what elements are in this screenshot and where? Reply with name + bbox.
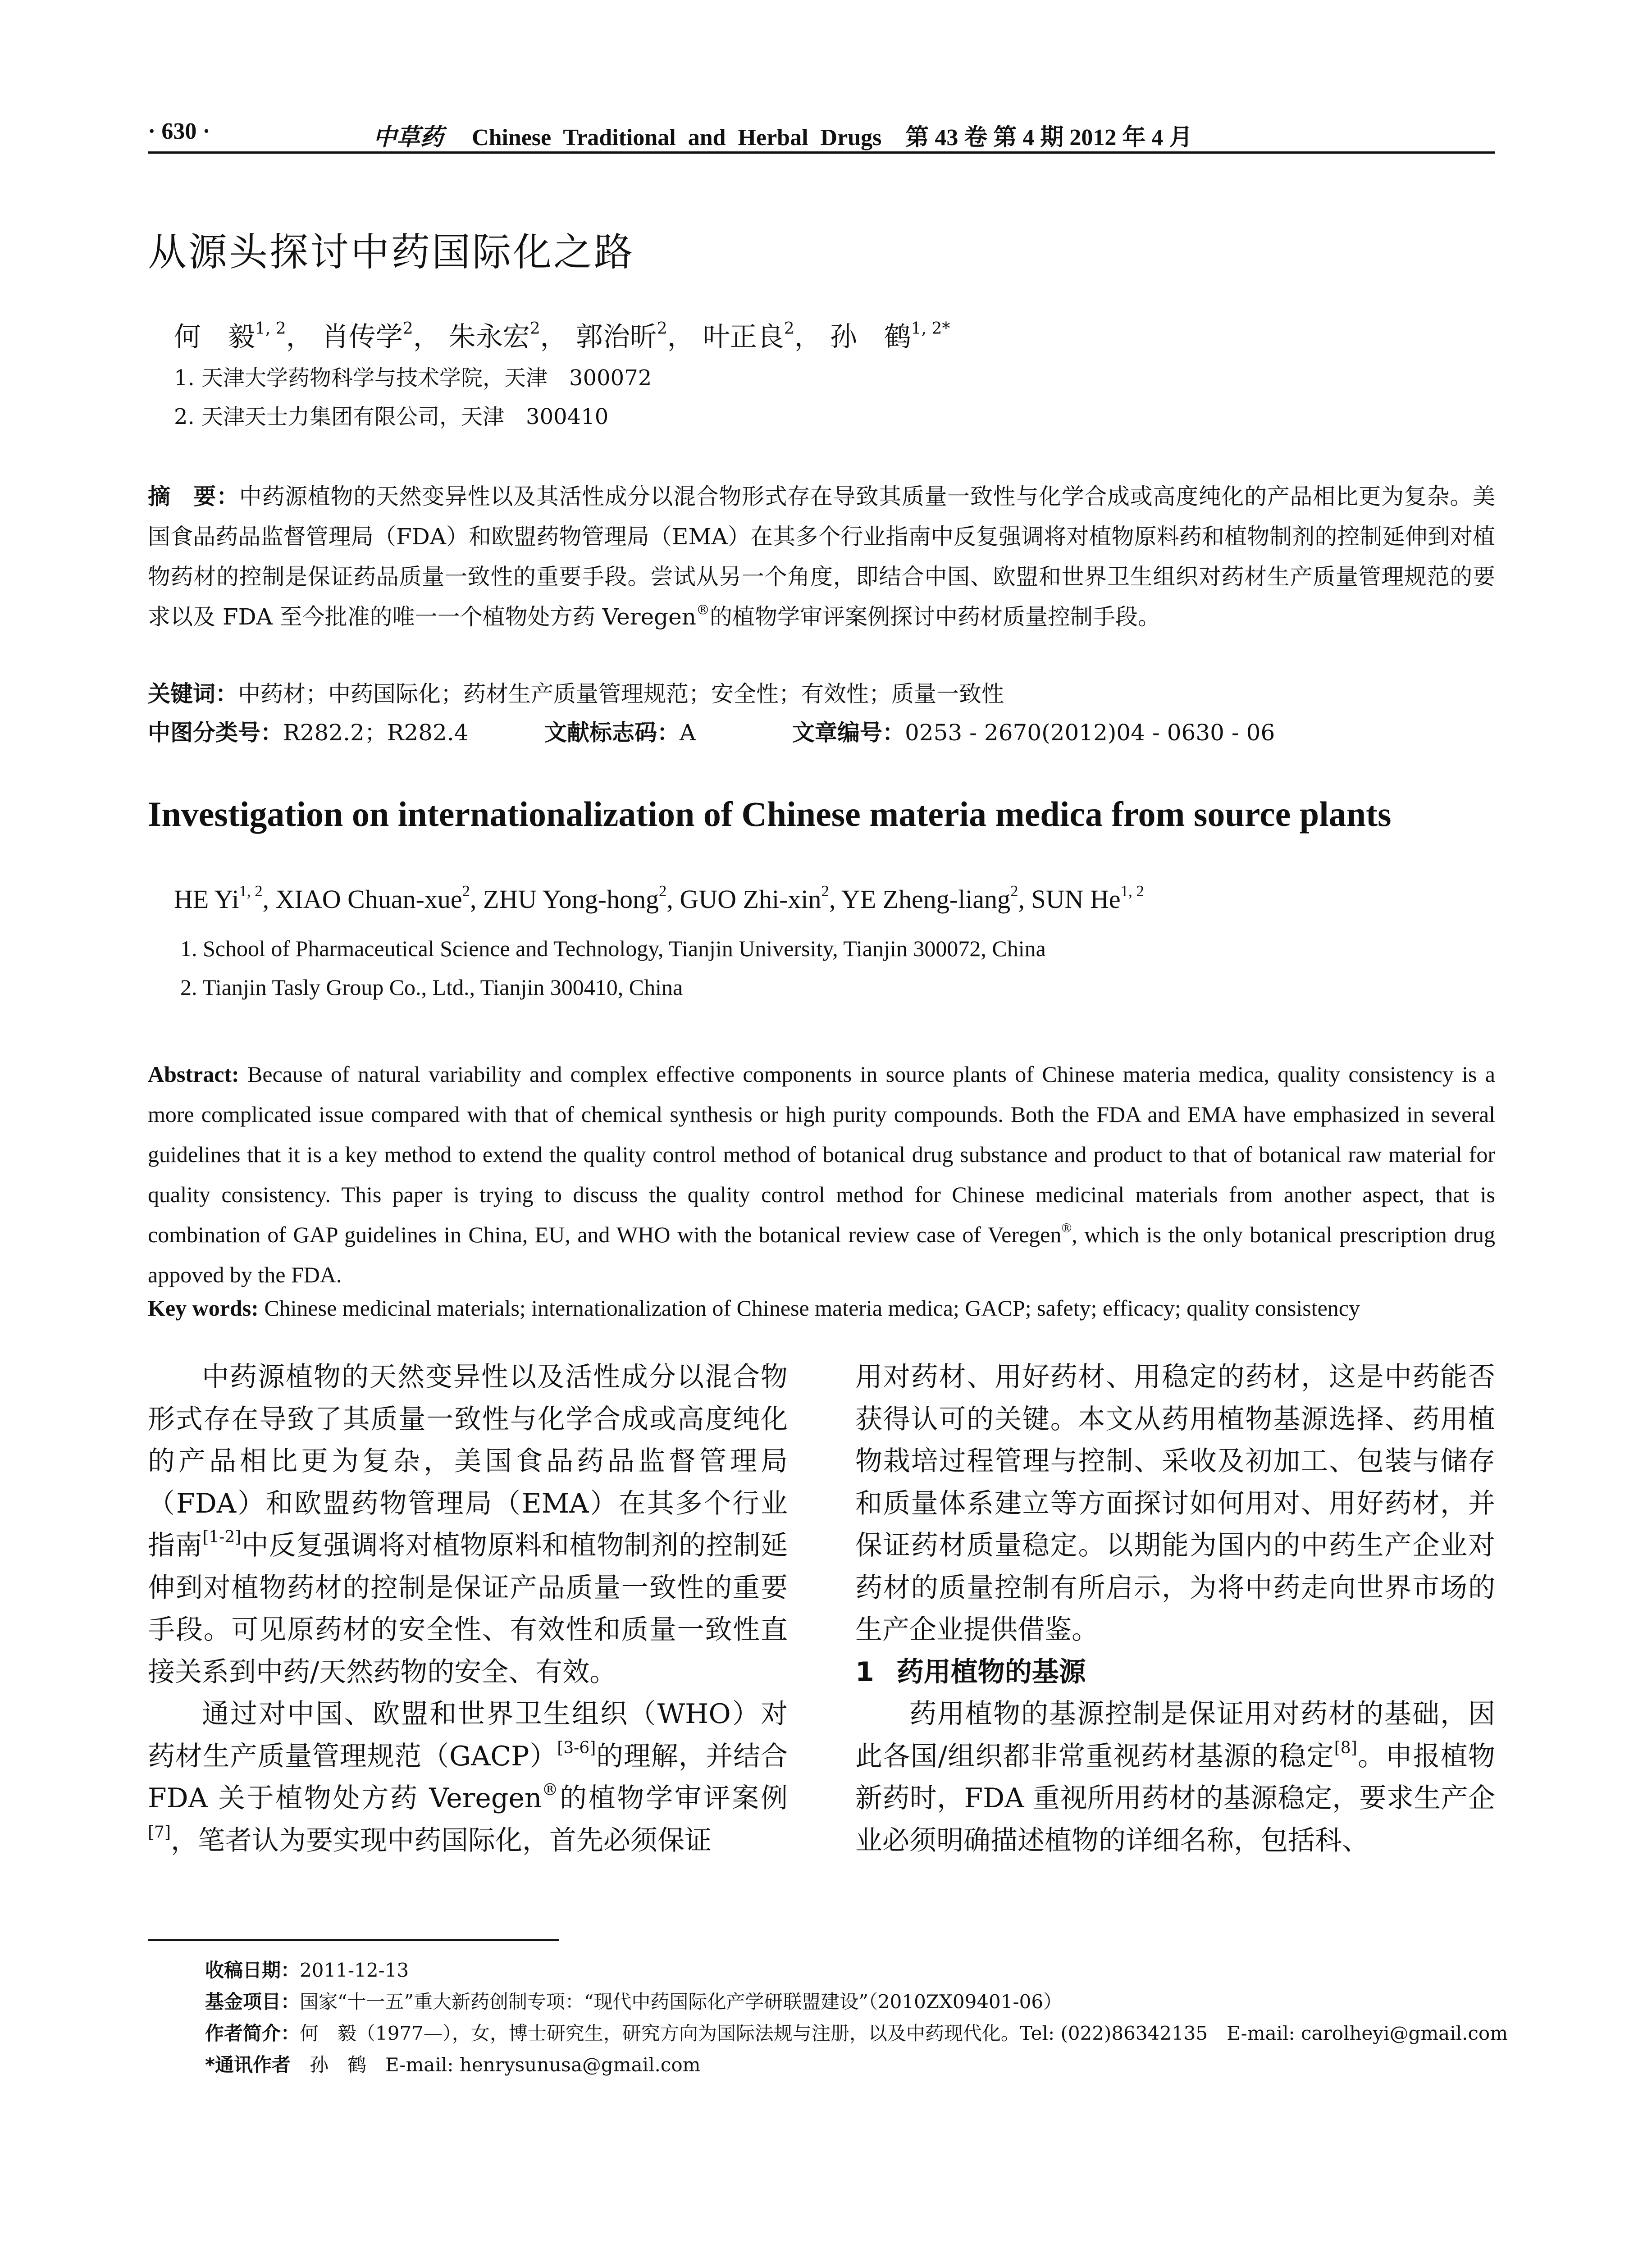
- author-cn: 孙 鹤$^{1, 2*}$: [830, 319, 950, 353]
- english-keywords: [148, 1295, 1495, 1321]
- journal-title-en: Chinese Traditional and Herbal Drugs: [472, 125, 882, 150]
- english-authors: [174, 884, 1144, 914]
- abstract-text-en-end: , which is the only botanical prescription drug appoved by the FDA.: [148, 1222, 1495, 1287]
- chinese-abstract: [148, 477, 1495, 637]
- body-column-right: [855, 1356, 1495, 1862]
- footnote-corresponding: *通讯作者 孙 鹤 E-mail: henrysunusa@gmail.com: [205, 2054, 701, 2076]
- journal-issue: 第 43 卷 第 4 期 2012 年 4 月: [905, 125, 1193, 150]
- body-paragraph: 通过对中国、欧盟和世界卫生组织（WHO）对药材生产质量管理规范（GACP）[3-6]的理解，并结合 FDA 关于植物处方药 Veregen®的植物学审评案例[7]，笔者认为要实现中药国际化，首先必须保证: [148, 1698, 788, 1856]
- abstract-text-cn-end: 的植物学审评案例探讨中药材质量控制手段。: [709, 604, 1160, 630]
- registered-mark: ®: [696, 602, 710, 618]
- abstract-label-en: Abstract:: [148, 1062, 239, 1087]
- chinese-keywords: [148, 676, 1495, 708]
- abstract-label-cn: 摘 要：: [148, 483, 239, 510]
- footnote-fund: 基金项目：国家“十一五”重大新药创制专项：“现代中药国际化产学研联盟建设”（2010ZX09401-06）: [205, 1991, 1063, 2013]
- journal-title: [373, 118, 1192, 152]
- author-cn: 郭治昕$^2$，: [575, 319, 694, 353]
- section-heading: 1 药用植物的基源: [855, 1656, 1086, 1688]
- author-cn: 叶正良$^2$，: [703, 319, 821, 353]
- abstract-text-cn: 中药源植物的天然变异性以及其活性成分以混合物形式存在导致其质量一致性与化学合成或高度纯化的产品相比更为复杂。美国食品药品监督管理局（FDA）和欧盟药物管理局（EMA）在其多个行业指南中反复强调将对植物原料药和植物制剂的控制延伸到对植物药材的控制是保证药品质量一致性的重要手段。尝试从另一个角度，即结合中国、欧盟和世界卫生组织对药材生产质量管理规范的要求以及 FDA 至今批准的唯一一个植物处方药 Veregen: [148, 483, 1496, 630]
- author-en: ZHU Yong-hong$^2$,: [483, 882, 680, 914]
- running-header: [148, 116, 1495, 150]
- body-paragraph: 中药源植物的天然变异性以及活性成分以混合物形式存在导致了其质量一致性与化学合成或高度纯化的产品相比更为复杂，美国食品药品监督管理局（FDA）和欧盟药物管理局（EMA）在其多个行业指南[1-2]中反复强调将对植物原料和植物制剂的控制延伸到对植物药材的控制是保证产品质量一致性的重要手段。可见原药材的安全性、有效性和质量一致性直接关系到中药/天然药物的安全、有效。: [148, 1361, 788, 1688]
- body-paragraph: 用对药材、用好药材、用稳定的药材，这是中药能否获得认可的关键。本文从药用植物基源选择、药用植物栽培过程管理与控制、采收及初加工、包装与储存和质量体系建立等方面探讨如何用对、用好药材，并保证药材质量稳定。以期能为国内的中药生产企业对药材的质量控制有所启示，为将中药走向世界市场的生产企业提供借鉴。: [855, 1361, 1495, 1646]
- affiliation-en-2: 2. Tianjin Tasly Group Co., Ltd., Tianjin 300410, China: [180, 975, 683, 1000]
- article-number: 文章编号：0253 - 2670(2012)04 - 0630 - 06: [792, 720, 1275, 746]
- author-en: HE Yi$^{1, 2}$,: [174, 882, 276, 914]
- author-en: GUO Zhi-xin$^2$,: [680, 882, 841, 914]
- affiliation-cn-2: 2. 天津天士力集团有限公司，天津 300410: [174, 404, 609, 429]
- footnote-author: 作者简介：何 毅（1977—），女，博士研究生，研究方向为国际法规与注册，以及中药现代化。Tel: (022)86342135 E-mail: carolheyi@gmail.com: [205, 2022, 1508, 2044]
- english-title: Investigation on internationalization of Chinese materia medica from source plants: [148, 794, 1392, 834]
- document-code: 文献标志码：A: [544, 720, 696, 746]
- chinese-authors: [174, 315, 950, 354]
- affiliation-cn-1: 1. 天津大学药物科学与技术学院，天津 300072: [174, 365, 652, 391]
- author-en: YE Zheng-liang$^2$,: [841, 882, 1031, 914]
- keywords-label-cn: 关键词：: [148, 681, 238, 707]
- clc-number: 中图分类号：R282.2；R282.4: [148, 720, 469, 746]
- keywords-text-cn: 中药材；中药国际化；药材生产质量管理规范；安全性；有效性；质量一致性: [238, 681, 1004, 707]
- keywords-label-en: Key words:: [148, 1295, 259, 1321]
- abstract-text-en: Because of natural variability and complex effective components in source plants of Chinese materia medica, quality consistency is a more complicated issue compared with that of chemical synthesis or high purity compounds. Both the FDA and EMA have emphasized in several guidelines that it is a key method to extend the quality control method of botanical drug substance and product to that of botanical raw material for quality consistency. This paper is trying to discuss the quality control method for Chinese medicinal materials from another aspect, that is combination of GAP guidelines in China, EU, and WHO with the botanical review case of Veregen: [148, 1062, 1495, 1247]
- body-paragraph: 药用植物的基源控制是保证用对药材的基础，因此各国/组织都非常重视药材基源的稳定[8]。申报植物新药时，FDA 重视所用药材的基源稳定，要求生产企业必须明确描述植物的详细名称，包括科、: [855, 1698, 1496, 1856]
- author-cn: 肖传学$^2$，: [321, 319, 440, 353]
- journal-title-cn: 中草药: [373, 123, 444, 151]
- chinese-title: 从源头探讨中药国际化之路: [148, 230, 634, 275]
- body-column-left: [148, 1356, 788, 1862]
- footnote-rule: [148, 1939, 559, 1941]
- keywords-text-en: Chinese medicinal materials; internationalization of Chinese materia medica; GACP; safety; efficacy; quality consistency: [258, 1295, 1360, 1321]
- english-abstract: [148, 1054, 1495, 1295]
- footnote-received: 收稿日期：2011-12-13: [205, 1959, 409, 1981]
- citation: [8]: [1334, 1738, 1357, 1757]
- registered-mark: ®: [1061, 1220, 1072, 1235]
- header-rule: [148, 151, 1495, 154]
- citation: [3-6]: [557, 1738, 596, 1757]
- page-number: · 630 ·: [148, 119, 210, 144]
- author-cn: 朱永宏$^2$，: [448, 319, 567, 353]
- citation: [1-2]: [202, 1528, 242, 1546]
- author-en: XIAO Chuan-xue$^2$,: [275, 882, 484, 914]
- citation: [7]: [148, 1823, 171, 1842]
- author-cn: 何 毅$^{1, 2}$，: [174, 319, 313, 353]
- registered-mark: ®: [542, 1781, 558, 1799]
- author-en: SUN He$^{1, 2}$: [1031, 882, 1144, 914]
- affiliation-en-1: 1. School of Pharmaceutical Science and Technology, Tianjin University, Tianjin 300072, China: [180, 936, 1046, 961]
